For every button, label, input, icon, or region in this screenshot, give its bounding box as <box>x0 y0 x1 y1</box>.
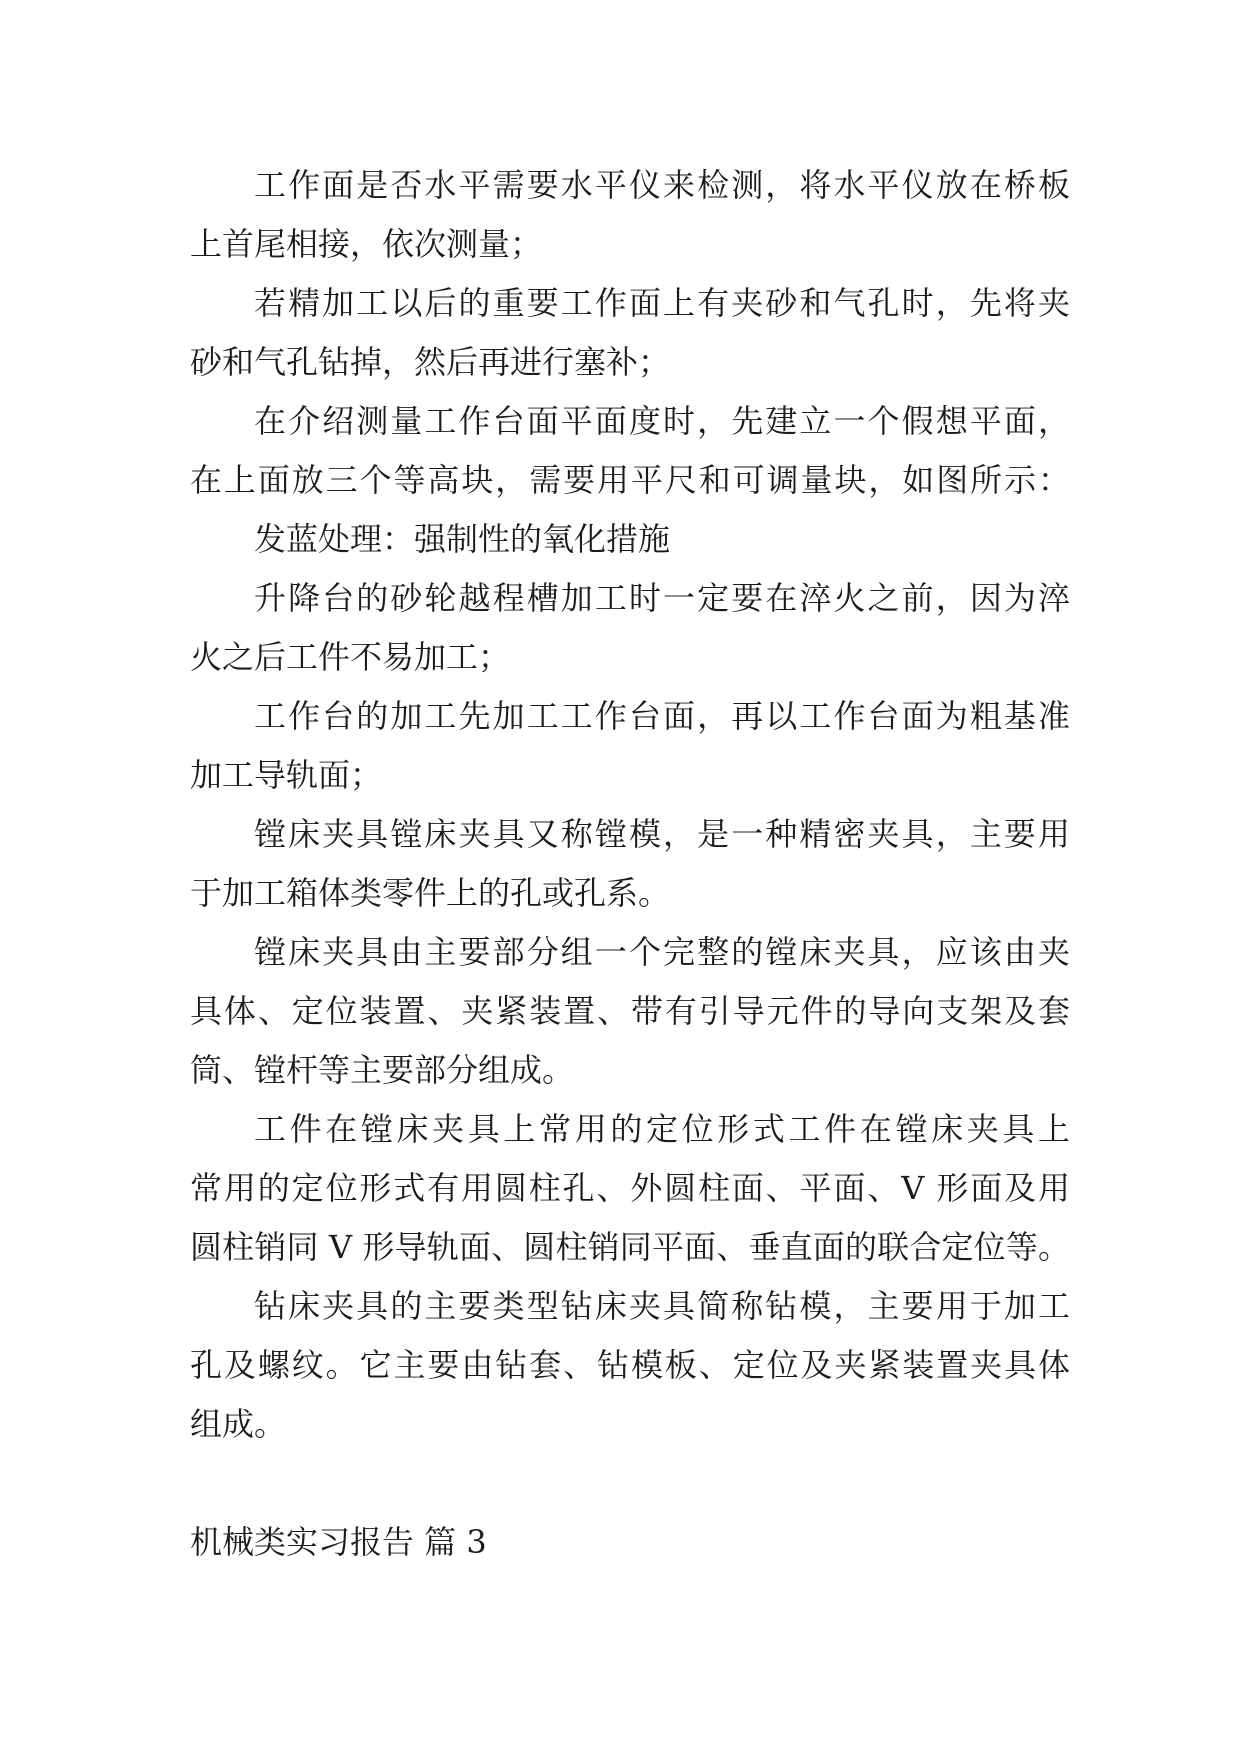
paragraph-line: 钻床夹具的主要类型钻床夹具简称钻模，主要用于加工 <box>254 1287 1070 1325</box>
paragraph <box>190 1100 1070 1277</box>
paragraph <box>190 1277 1070 1454</box>
paragraph-line: 筒、镗杆等主要部分组成。 <box>190 1051 575 1089</box>
paragraph-line: 具体、定位装置、夹紧装置、带有引导元件的导向支架及套 <box>190 992 1070 1030</box>
paragraph <box>190 687 1070 805</box>
paragraph <box>190 274 1070 392</box>
paragraph <box>190 923 1070 1100</box>
paragraph <box>190 805 1070 923</box>
paragraph-line: 工作台的加工先加工工作台面，再以工作台面为粗基准 <box>254 697 1070 735</box>
paragraph-line: 上首尾相接，依次测量； <box>190 225 543 263</box>
paragraph <box>190 392 1070 510</box>
paragraph-line: 于加工箱体类零件上的孔或孔系。 <box>190 874 671 912</box>
paragraph-line: 常用的定位形式有用圆柱孔、外圆柱面、平面、V 形面及用 <box>190 1169 1070 1207</box>
paragraph-line: 若精加工以后的重要工作面上有夹砂和气孔时，先将夹 <box>254 284 1070 322</box>
paragraph <box>190 510 1070 569</box>
paragraph <box>190 156 1070 274</box>
paragraph-line: 镗床夹具镗床夹具又称镗模，是一种精密夹具，主要用 <box>254 815 1070 853</box>
paragraph <box>190 569 1070 687</box>
paragraph-line: 工件在镗床夹具上常用的定位形式工件在镗床夹具上 <box>254 1110 1070 1148</box>
paragraph-line: 砂和气孔钻掉，然后再进行塞补； <box>190 343 671 381</box>
document-body <box>190 156 1070 1572</box>
paragraph-line: 加工导轨面； <box>190 756 383 794</box>
paragraph-line: 工作面是否水平需要水平仪来检测，将水平仪放在桥板 <box>254 166 1070 204</box>
paragraph-line: 圆柱销同 V 形导轨面、圆柱销同平面、垂直面的联合定位等。 <box>190 1228 1070 1266</box>
paragraph-line: 在上面放三个等高块，需要用平尺和可调量块，如图所示： <box>190 461 1070 499</box>
blank-line <box>190 1454 1070 1513</box>
paragraph-line: 升降台的砂轮越程槽加工时一定要在淬火之前，因为淬 <box>254 579 1070 617</box>
paragraph-line: 在介绍测量工作台面平面度时，先建立一个假想平面， <box>254 402 1070 440</box>
paragraph-line: 孔及螺纹。它主要由钻套、钻模板、定位及夹紧装置夹具体 <box>190 1346 1070 1384</box>
section-heading: 机械类实习报告 篇 3 <box>190 1523 487 1561</box>
paragraph-line: 镗床夹具由主要部分组一个完整的镗床夹具，应该由夹 <box>254 933 1070 971</box>
paragraph-line: 发蓝处理：强制性的氧化措施 <box>254 520 671 558</box>
paragraph-line: 火之后工件不易加工； <box>190 638 511 676</box>
paragraph-line: 组成。 <box>190 1405 287 1443</box>
